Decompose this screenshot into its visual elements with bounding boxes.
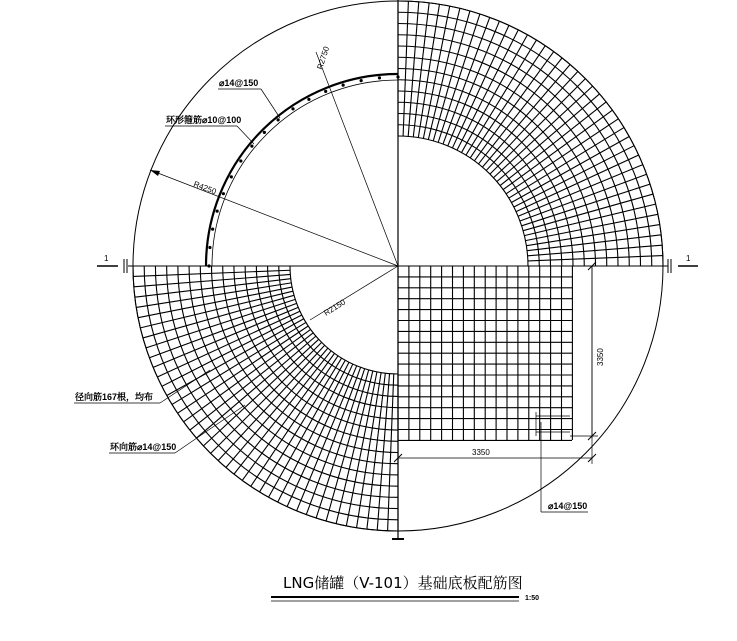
bl-radial-bar	[140, 291, 293, 328]
leader-top-bar-diag	[261, 89, 280, 118]
bl-radial-bar	[172, 322, 306, 404]
ring-bar-dot	[396, 75, 399, 78]
ring-bar-dot	[291, 107, 294, 110]
drawing-scale: 1:50	[525, 595, 540, 602]
bl-radial-bar	[203, 339, 318, 446]
tr-radial-bar	[500, 102, 606, 186]
tr-radial-bar	[497, 94, 600, 182]
radius-line-r2750	[316, 52, 398, 266]
ring-bar-dot	[324, 90, 327, 93]
bl-radial-bar	[260, 358, 342, 492]
tr-radial-bar	[474, 52, 553, 161]
tr-radial-bar	[511, 137, 629, 203]
bl-radial-bar	[211, 342, 322, 453]
ring-bar-dot	[378, 76, 381, 79]
label-r2750: R2750	[315, 45, 332, 71]
ring-bar-dot	[263, 131, 266, 134]
bl-radial-bar	[178, 326, 309, 413]
section-mark-left: 1	[104, 254, 109, 263]
ring-bar-dot	[239, 159, 242, 162]
tr-radial-bar	[448, 21, 500, 146]
annotation-hoop-bar: 环向筋⌀14@150	[110, 442, 177, 452]
ring-bar-dot	[222, 192, 225, 195]
tr-radial-bar	[503, 110, 612, 189]
ring-bar-dot	[216, 210, 219, 213]
bl-radial-bar	[136, 283, 291, 308]
ring-bar-dot	[211, 228, 214, 231]
dim-h-label: 3350	[472, 448, 490, 457]
ring-bar-dots	[207, 75, 399, 267]
radial-mesh-top-right	[398, 1, 663, 266]
section-mark-right: 1	[686, 254, 691, 263]
tr-radial-bar	[518, 165, 643, 217]
radius-line-r4250	[150, 170, 398, 266]
ring-bar-dot	[250, 145, 253, 148]
dim-v-label: 3350	[596, 348, 605, 366]
bl-radial-bar	[336, 371, 373, 524]
leader-ring-bar-diag	[237, 126, 254, 144]
bl-radial-bar	[357, 373, 382, 528]
ring-bar-dot	[207, 264, 210, 267]
tr-radial-bar	[482, 64, 570, 167]
annotation-top-bar: ⌀14@150	[219, 78, 259, 88]
radial-mesh-bottom-left	[133, 266, 398, 531]
ring-bar-dot	[277, 118, 280, 121]
ring-bar-dot	[360, 79, 363, 82]
ring-bar-arc-inner	[212, 80, 398, 266]
annotation-grid-bar: ⌀14@150	[548, 501, 588, 511]
annotation-ring-bar: 环形箍筋⌀10@100	[166, 115, 242, 125]
bl-radial-bar	[251, 356, 338, 487]
bl-radial-bar	[218, 345, 325, 460]
arrow-r4250	[150, 170, 160, 176]
drawing-title: LNG储罐（V-101）基础底板配筋图	[283, 574, 523, 592]
tr-radial-bar	[478, 58, 562, 164]
square-grid-bottom-right	[398, 266, 572, 440]
label-r2150: R2150	[322, 297, 348, 318]
ring-bar-dot	[230, 175, 233, 178]
bl-radial-bar	[367, 373, 385, 529]
annotation-radial-bar: 径向筋167根，均布	[75, 392, 154, 402]
tr-radial-bar	[462, 35, 528, 153]
bl-radial-bar	[135, 279, 291, 297]
ring-bar-dot	[208, 246, 211, 249]
ring-bar-arc	[206, 74, 398, 266]
label-r4250: R4250	[192, 179, 218, 197]
ring-bar-dot	[307, 98, 310, 101]
ring-bar-dot	[342, 84, 345, 87]
